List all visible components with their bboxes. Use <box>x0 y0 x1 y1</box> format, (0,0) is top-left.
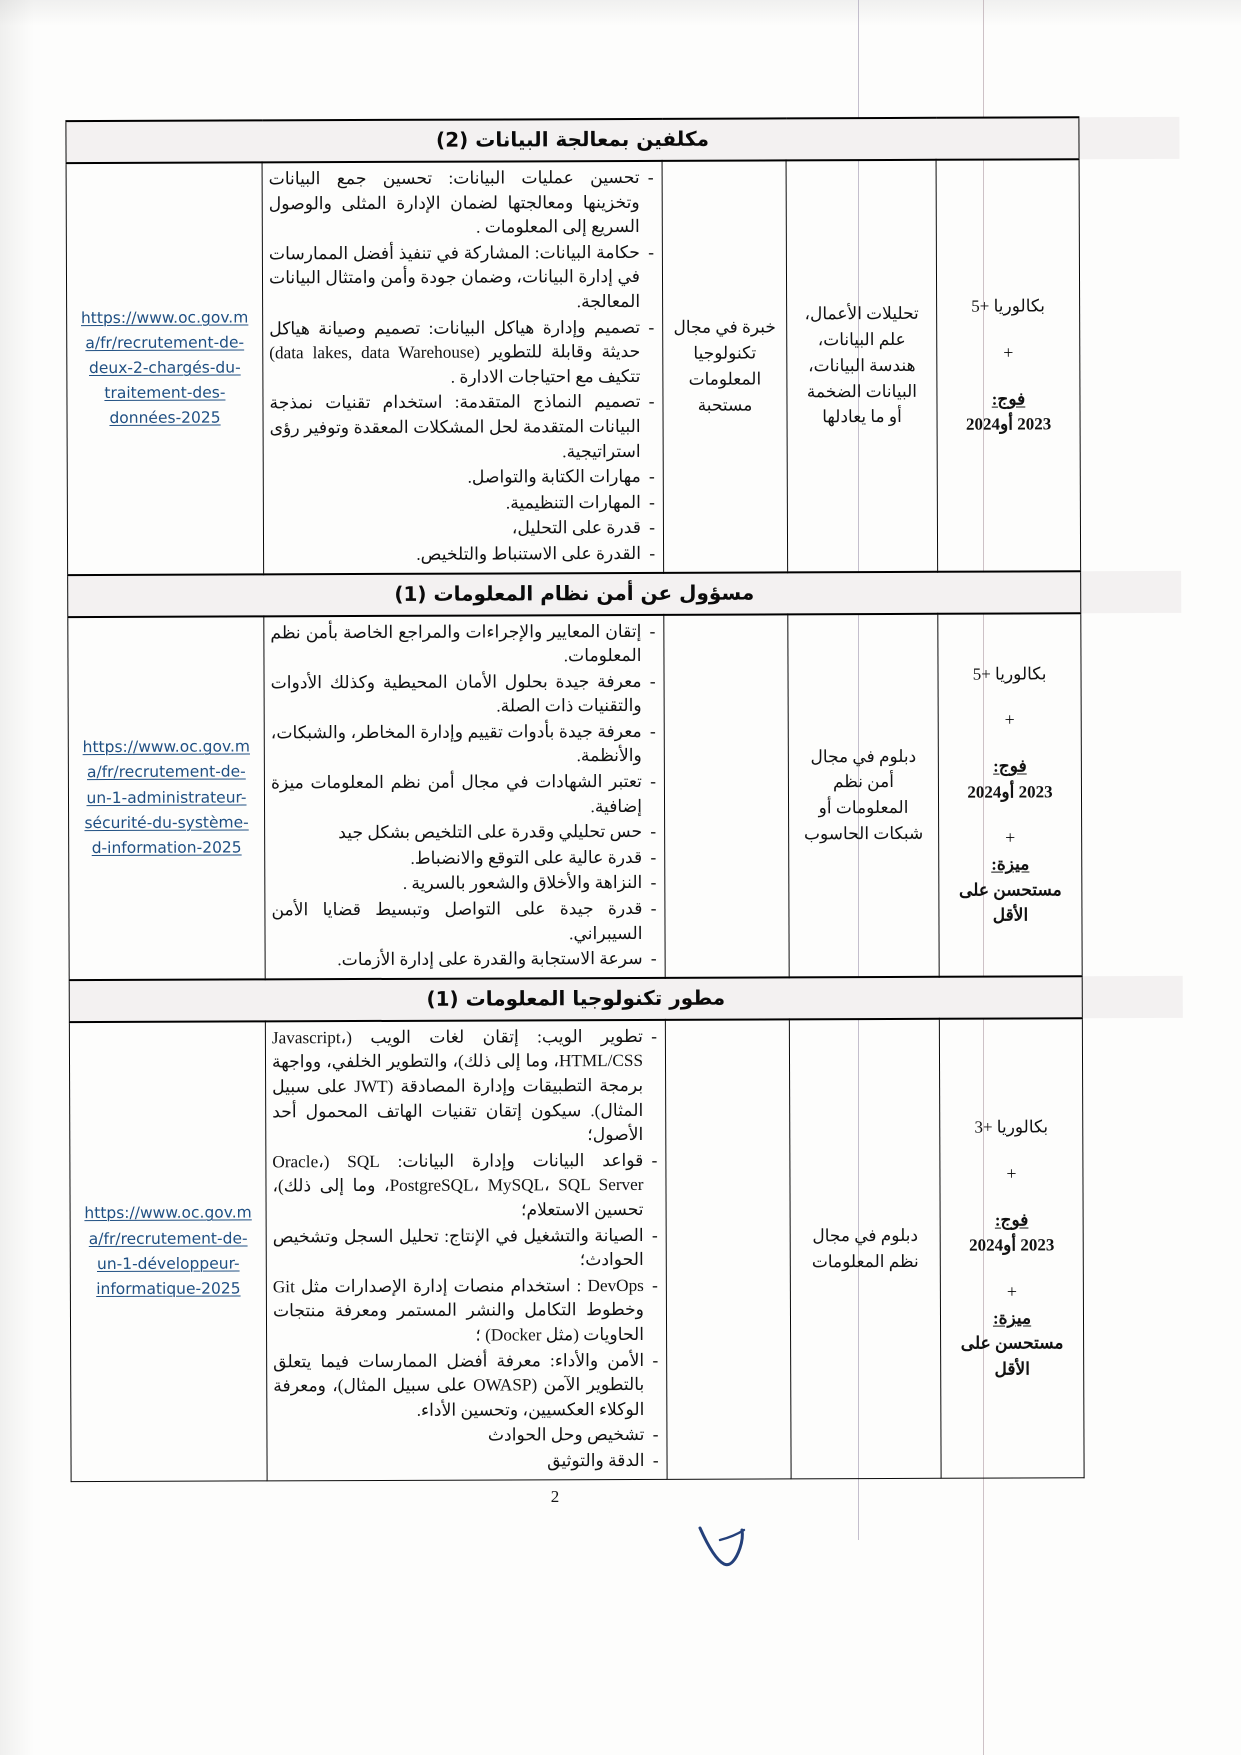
announcement-link-line: un-1-développeur- <box>96 1254 240 1273</box>
requirement-item: - حكامة البيانات: المشاركة في تنفيذ أفضل الممارسات في إدارة البيانات، وضمان جودة وأمن وامتثال البيانات المعالجة. <box>269 241 656 316</box>
announcement-link-line: informatique-2025 <box>96 1279 241 1298</box>
scan-top-shadow <box>0 0 1241 26</box>
diploma-line: دبلوم في مجال <box>812 1225 919 1246</box>
announcement-link-cell <box>66 162 264 574</box>
merit-label: ميزة: <box>991 854 1030 874</box>
diploma-line: المعلومات أو <box>818 798 909 818</box>
experience-line: مستحبة <box>697 395 753 415</box>
position-row <box>66 159 1181 575</box>
requirement-item: - الصيانة والتشغيل في الإنتاج: تحليل السجل وتشخيص الحوادث؛ <box>273 1223 660 1274</box>
education-level-cell <box>936 159 1081 571</box>
recruitment-positions-table <box>65 116 1184 1482</box>
requirement-item: - تشخيص وحل الحوادث <box>273 1423 660 1449</box>
requirement-item: - تطوير الويب: إتقان لغات الويب (Javascript، HTML/CSS، وما إلى ذلك)، والتطوير الخلفي، وواجهة برمجة التطبيقات وإدارة المصادقة (JWT على سبيل المثال). سيكون إتقان تقنيات الهاتف المحمول أحد الأصول؛ <box>272 1025 659 1149</box>
announcement-link-line: un-1-administrateur- <box>86 788 247 807</box>
requirement-item: - قدرة على التحليل، <box>270 516 657 542</box>
page-margin-spacer <box>1082 976 1182 1018</box>
level-spacer <box>946 1140 1076 1160</box>
announcement-link-line: https://www.oc.gov.m <box>80 308 249 328</box>
section-banner-row <box>69 976 1182 1022</box>
education-degree: بكالوريا +5 <box>971 296 1046 316</box>
diploma-line: دبلوم في مجال <box>810 746 917 766</box>
merit-plus-sign: + <box>1006 1281 1018 1302</box>
level-spacer <box>943 319 1073 339</box>
requirement-item: - معرفة جيدة بحلول الأمان المحيطية وكذلك الأدوات والتقنيات ذات الصلة. <box>271 670 658 721</box>
merit-value: مستحسن على الأقل <box>959 879 1062 925</box>
requirement-item: - تعتبر الشهادات في مجال أمن نظم المعلومات ميزة إضافية. <box>271 770 658 821</box>
announcement-link-line: https://www.oc.gov.m <box>84 1203 252 1223</box>
cohort-value: 2023 أو2024 <box>969 1235 1055 1255</box>
section-banner-row <box>68 570 1181 616</box>
diploma-line: شبكات الحاسوب <box>803 823 924 844</box>
experience-line: تكنولوجيا <box>693 343 757 363</box>
experience-line: خبرة في مجال <box>673 317 776 337</box>
requirements-cell <box>264 614 665 979</box>
position-row <box>68 612 1182 980</box>
page-margin-spacer <box>1082 1018 1184 1478</box>
announcement-link-line: a/fr/recrutement-de- <box>88 1228 248 1248</box>
diploma-line: نظم المعلومات <box>811 1251 919 1271</box>
level-plus-sign: + <box>1006 1163 1017 1184</box>
experience-cell <box>662 160 788 572</box>
cohort-value: 2023 أو2024 <box>967 782 1053 802</box>
education-level-cell <box>939 1018 1084 1478</box>
page-number: 2 <box>550 1487 560 1506</box>
requirement-item: - القدرة على الاستنباط والتلخيص. <box>270 542 657 568</box>
merit-plus-sign: + <box>1005 827 1016 848</box>
announcement-link-line: a/fr/recrutement-de- <box>85 333 245 353</box>
section-banner-cell <box>66 117 1079 163</box>
announcement-link-line: sécurité-du-système- <box>84 813 249 832</box>
requirement-item: - سرعة الاستجابة والقدرة على إدارة الأزمات. <box>272 947 659 973</box>
announcement-link-line: d-information-2025 <box>91 838 242 857</box>
level-spacer <box>945 686 1075 706</box>
diploma-line: هندسة البيانات، <box>808 355 916 376</box>
cohort-value: 2023 أو2024 <box>965 414 1052 434</box>
requirement-item: - إتقان المعايير والإجراءات والمراجع الخاصة بأمن نظم المعلومات. <box>270 619 657 670</box>
diploma-cell <box>788 613 939 977</box>
diploma-line: أو ما يعادلها <box>822 407 902 427</box>
requirement-item: - تصميم وإدارة هياكل البيانات: تصميم وصيانة هياكل حديثة وقابلة للتطوير (data lakes, data Warehouse) تتكيف مع احتياجات الادارة . <box>269 315 656 390</box>
requirement-item: - الدقة والتوثيق <box>273 1449 660 1475</box>
requirement-item: - معرفة جيدة بأدوات تقييم وإدارة المخاطر، والشبكات، والأنظمة. <box>271 720 658 771</box>
diploma-cell <box>786 160 938 572</box>
announcement-link[interactable] <box>83 735 251 861</box>
announcement-link[interactable] <box>84 1201 252 1302</box>
announcement-link[interactable] <box>81 305 249 431</box>
requirements-list <box>272 1025 661 1475</box>
cohort-label: فوج: <box>993 756 1027 776</box>
requirement-item: - قدرة جيدة على التواصل وتبسيط قضايا الأمن السيبراني. <box>271 897 658 948</box>
experience-cell <box>665 1019 791 1479</box>
level-plus-sign: + <box>1003 342 1014 363</box>
announcement-link-line: a/fr/recrutement-de- <box>86 762 246 782</box>
cohort-label: فوج: <box>991 388 1026 409</box>
page-margin-spacer <box>1079 159 1181 571</box>
education-degree: بكالوريا +3 <box>974 1117 1049 1137</box>
level-spacer <box>946 1187 1076 1207</box>
announcement-link-line: https://www.oc.gov.m <box>82 737 251 757</box>
handwritten-signature-mark <box>690 1520 760 1572</box>
announcement-link-cell <box>68 616 265 980</box>
section-banner-cell <box>68 571 1081 617</box>
diploma-line: علم البيانات، <box>817 329 906 350</box>
diploma-line: أمن نظم <box>832 772 894 792</box>
level-spacer <box>943 366 1073 386</box>
cohort-label: فوج: <box>994 1210 1029 1230</box>
requirements-cell <box>265 1020 667 1481</box>
level-spacer <box>947 1258 1077 1278</box>
level-spacer <box>945 804 1075 824</box>
section-title: مكلفين بمعالجة البيانات (2) <box>435 126 709 152</box>
requirement-item: - قواعد البيانات وإدارة البيانات: SQL (Oracle، PostgreSQL، MySQL، SQL Server، وما إلى ذلك)، تحسين الاستعلام؛ <box>272 1149 659 1224</box>
requirement-item: - النزاهة والأخلاق والشعور بالسرية . <box>271 871 658 897</box>
education-degree: بكالوريا +5 <box>972 664 1047 684</box>
requirement-item: - قدرة عالية على التوقع والانضباط. <box>271 846 658 872</box>
requirements-cell <box>262 161 664 574</box>
diploma-cell <box>789 1019 941 1479</box>
merit-label: ميزة: <box>992 1308 1032 1328</box>
page-margin-spacer <box>1081 570 1181 612</box>
merit-value: مستحسن على الأقل <box>960 1333 1064 1379</box>
section-banner-row <box>66 117 1179 163</box>
requirement-item: - حس تحليلي وقدرة على التلخيص بشكل جيد <box>271 820 658 846</box>
diploma-line: تحليلات الأعمال، <box>804 304 919 324</box>
section-title: مسؤول عن أمن نظام المعلومات (1) <box>394 580 755 606</box>
level-plus-sign: + <box>1004 709 1015 730</box>
requirements-list <box>269 166 658 568</box>
announcement-link-line: données-2025 <box>109 408 221 428</box>
announcement-link-line: traitement-des- <box>104 383 226 403</box>
requirements-list <box>270 619 658 973</box>
level-spacer <box>945 733 1075 753</box>
experience-line: المعلومات <box>688 369 762 389</box>
experience-cell <box>664 614 789 978</box>
position-row <box>69 1018 1184 1481</box>
requirement-item: - تصميم النماذج المتقدمة: استخدام تقنيات نمذجة البيانات المتقدمة لحل المشكلات المعقدة وتوفير رؤى استراتيجية. <box>269 390 656 465</box>
diploma-line: البيانات الضخمة <box>806 381 918 401</box>
section-title: مطور تكنولوجيا المعلومات (1) <box>426 985 726 1011</box>
section-banner-cell <box>69 976 1082 1022</box>
requirement-item: - الأمن والأداء: معرفة أفضل الممارسات فيما يتعلق بالتطوير الآمن (OWASP على سبيل المثال)، ومعرفة الوكلاء العكسيين، وتحسين الأداء. <box>273 1348 660 1423</box>
announcement-link-line: deux-2-chargés-du- <box>88 358 241 378</box>
requirement-item: - تحسين عمليات البيانات: تحسين جمع البيانات وتخزينها ومعالجتها لضمان الإدارة المثلى والوصول السريع إلى المعلومات . <box>269 166 656 241</box>
page-margin-spacer <box>1081 612 1182 976</box>
requirement-item: - المهارات التنظيمية. <box>270 491 657 517</box>
page-margin-spacer <box>1079 117 1179 159</box>
announcement-link-cell <box>69 1021 267 1481</box>
education-level-cell <box>938 613 1082 977</box>
requirement-item: - DevOps : استخدام منصات إدارة الإصدارات مثل Git وخطوط التكامل والنشر المستمر ومعرفة منتجات الحاويات (مثل Docker) ؛ <box>273 1274 660 1349</box>
requirement-item: - مهارات الكتابة والتواصل. <box>270 465 657 491</box>
